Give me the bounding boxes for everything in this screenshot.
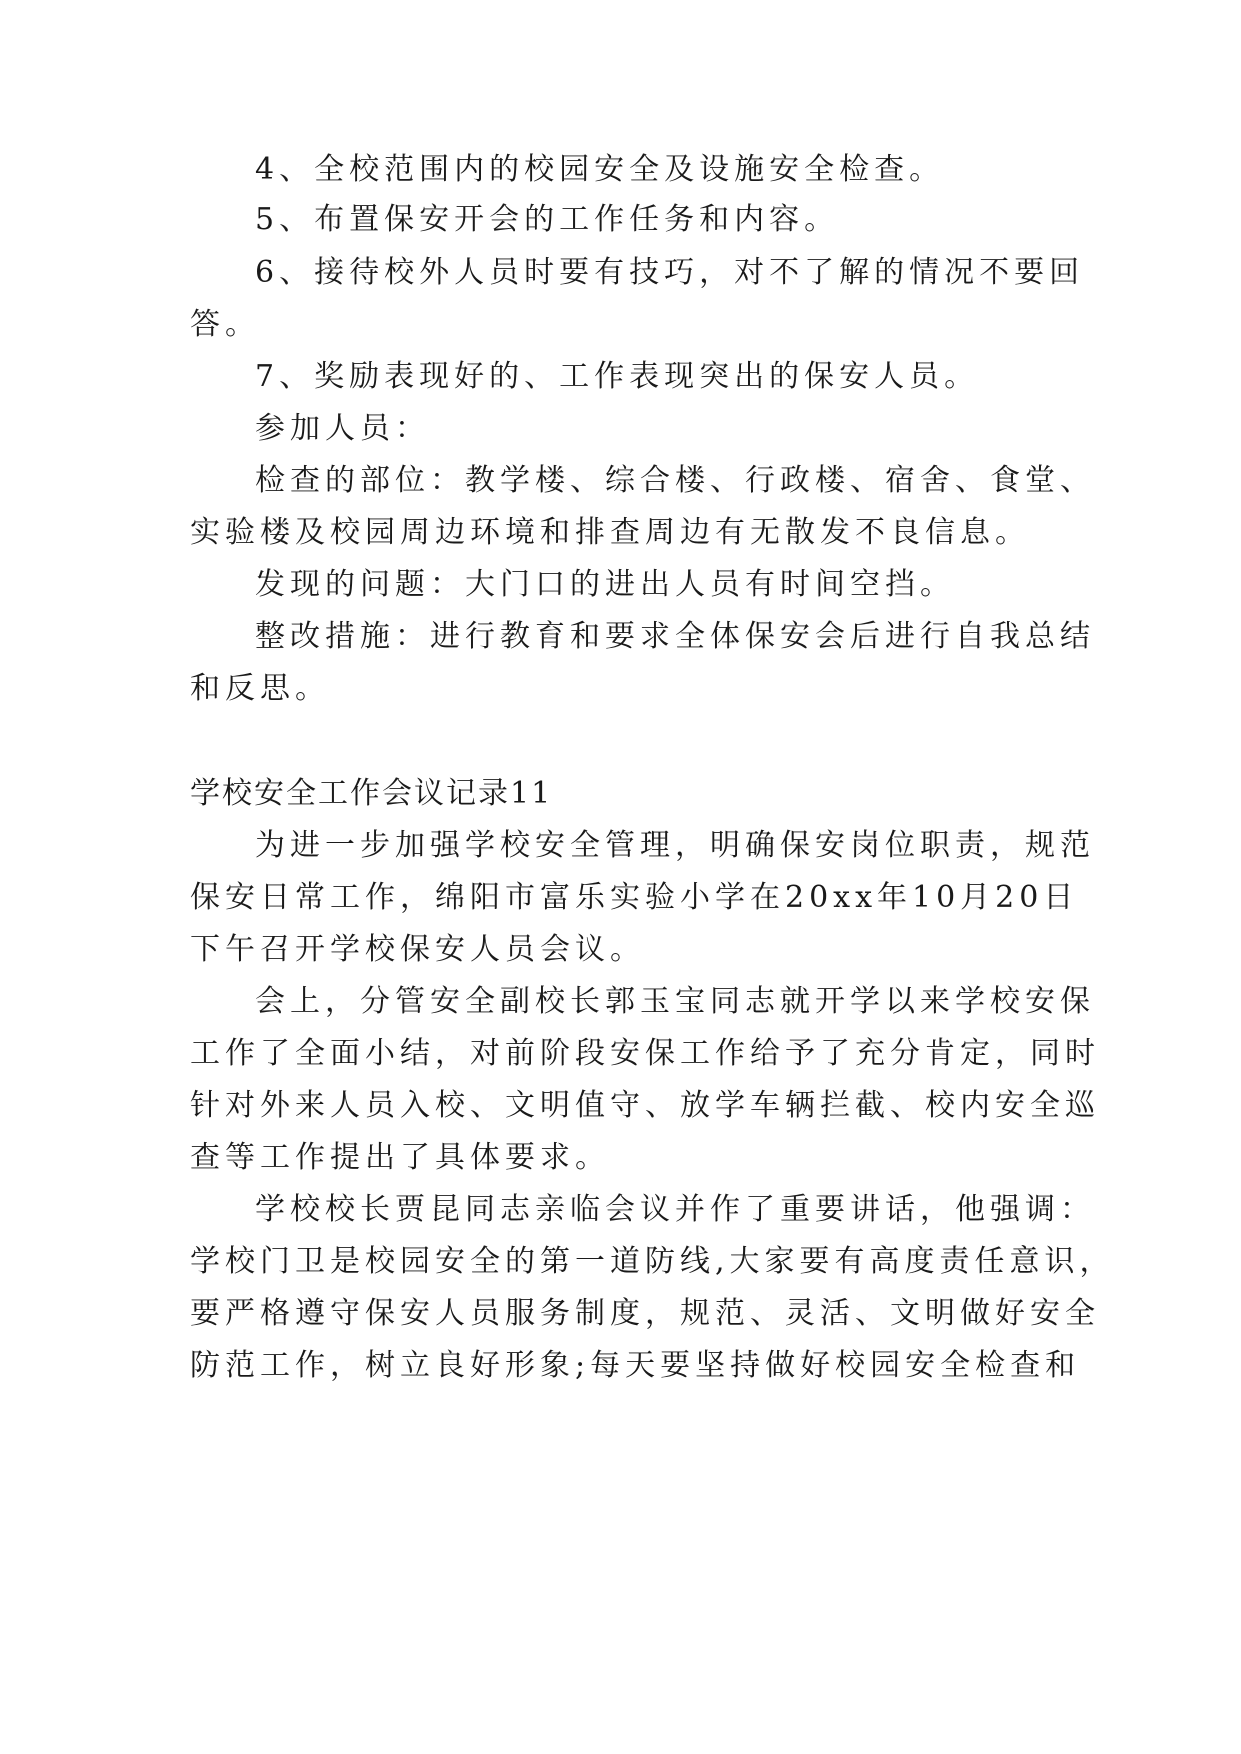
inspection-areas-paragraph: 检查的部位：教学楼、综合楼、行政楼、宿舍、食堂、 (255, 463, 1095, 498)
paragraph-2-line-2: 工作了全面小结，对前阶段安保工作给予了充分肯定，同时 (190, 1036, 1100, 1071)
paragraph-2-line-3: 针对外来人员入校、文明值守、放学车辆拦截、校内安全巡 (190, 1088, 1100, 1123)
list-item-5: 5、布置保安开会的工作任务和内容。 (255, 202, 840, 237)
paragraph-3-line-2: 学校门卫是校园安全的第一道防线,大家要有高度责任意识， (190, 1244, 1115, 1279)
list-item-6: 6、接待校外人员时要有技巧，对不了解的情况不要回 (255, 255, 1085, 290)
corrective-measures-paragraph: 整改措施：进行教育和要求全体保安会后进行自我总结 (255, 619, 1095, 654)
inspection-areas-continued: 实验楼及校园周边环境和排查周边有无散发不良信息。 (190, 515, 1030, 550)
section-heading: 学校安全工作会议记录11 (190, 776, 553, 811)
issues-found-paragraph: 发现的问题：大门口的进出人员有时间空挡。 (255, 567, 955, 602)
paragraph-2-line-4: 查等工作提出了具体要求。 (190, 1140, 610, 1175)
list-item-6-continued: 答。 (190, 307, 260, 342)
paragraph-3-line-1: 学校校长贾昆同志亲临会议并作了重要讲话，他强调： (255, 1192, 1095, 1227)
paragraph-1-line-3: 下午召开学校保安人员会议。 (190, 932, 645, 967)
paragraph-3-line-4: 防范工作，树立良好形象;每天要坚持做好校园安全检查和 (190, 1348, 1081, 1383)
corrective-measures-continued: 和反思。 (190, 671, 330, 706)
list-item-7: 7、奖励表现好的、工作表现突出的保安人员。 (255, 359, 980, 394)
paragraph-1-line-1: 为进一步加强学校安全管理，明确保安岗位职责，规范 (255, 828, 1095, 863)
list-item-4: 4、全校范围内的校园安全及设施安全检查。 (255, 152, 945, 187)
paragraph-3-line-3: 要严格遵守保安人员服务制度，规范、灵活、文明做好安全 (190, 1296, 1100, 1331)
paragraph-2-line-1: 会上，分管安全副校长郭玉宝同志就开学以来学校安保 (255, 984, 1095, 1019)
participants-label: 参加人员： (255, 411, 430, 446)
paragraph-1-line-2: 保安日常工作，绵阳市富乐实验小学在20xx年10月20日 (190, 880, 1079, 915)
